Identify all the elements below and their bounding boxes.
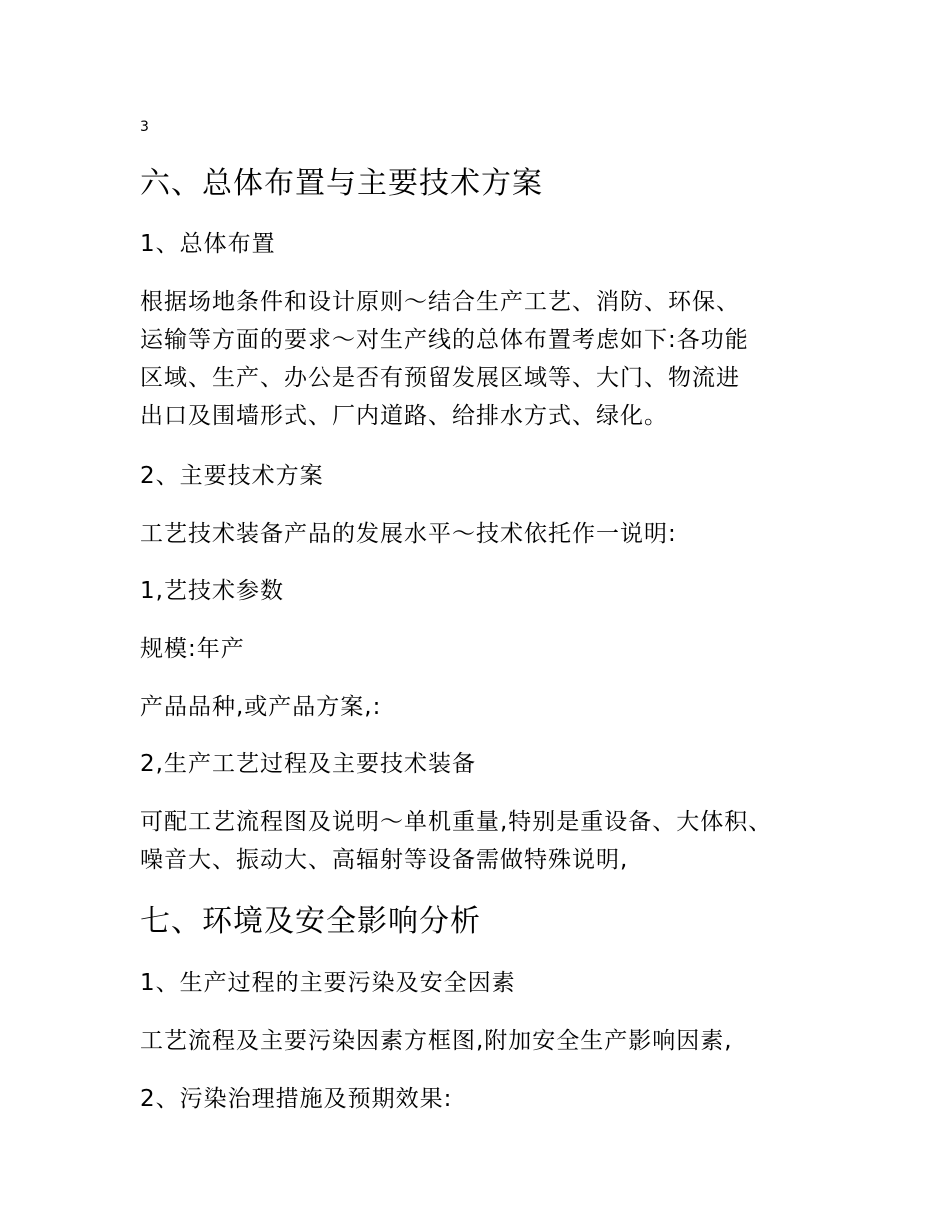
paragraph-line: 根据场地条件和设计原则～结合生产工艺、消防、环保、 <box>140 289 740 315</box>
products-text: 产品品种,或产品方案,: <box>140 694 382 720</box>
tech-intro-text: 工艺技术装备产品的发展水平～技术依托作一说明: <box>140 521 677 547</box>
paragraph-line: 出口及围墙形式、厂内道路、给排水方式、绿化。 <box>140 403 668 429</box>
section-6-subheading-layout: 1、总体布置 <box>140 231 276 257</box>
section-7-subheading-pollution: 1、生产过程的主要污染及安全因素 <box>140 970 516 996</box>
pollution-text: 工艺流程及主要污染因素方框图,附加安全生产影响因素, <box>140 1028 733 1054</box>
paragraph-line: 运输等方面的要求～对生产线的总体布置考虑如下:各功能 <box>140 327 749 353</box>
section-7-heading: 七、环境及安全影响分析 <box>140 904 481 939</box>
paragraph-line: 区域、生产、办公是否有预留发展区域等、大门、物流进 <box>140 365 740 391</box>
page-number: 3 <box>140 119 149 135</box>
paragraph-line: 可配工艺流程图及说明～单机重量,特别是重设备、大体积、 <box>140 809 773 835</box>
tech-item-2: 2,生产工艺过程及主要技术装备 <box>140 751 476 777</box>
process-paragraph <box>140 803 772 879</box>
section-6-subheading-tech: 2、主要技术方案 <box>140 463 324 489</box>
layout-paragraph <box>140 283 749 435</box>
paragraph-line: 噪音大、振动大、高辐射等设备需做特殊说明, <box>140 847 629 873</box>
section-6-heading: 六、总体布置与主要技术方案 <box>140 166 543 201</box>
scale-text: 规模:年产 <box>140 636 245 662</box>
tech-item-1: 1,艺技术参数 <box>140 578 284 604</box>
section-7-subheading-measures: 2、污染治理措施及预期效果: <box>140 1086 453 1112</box>
